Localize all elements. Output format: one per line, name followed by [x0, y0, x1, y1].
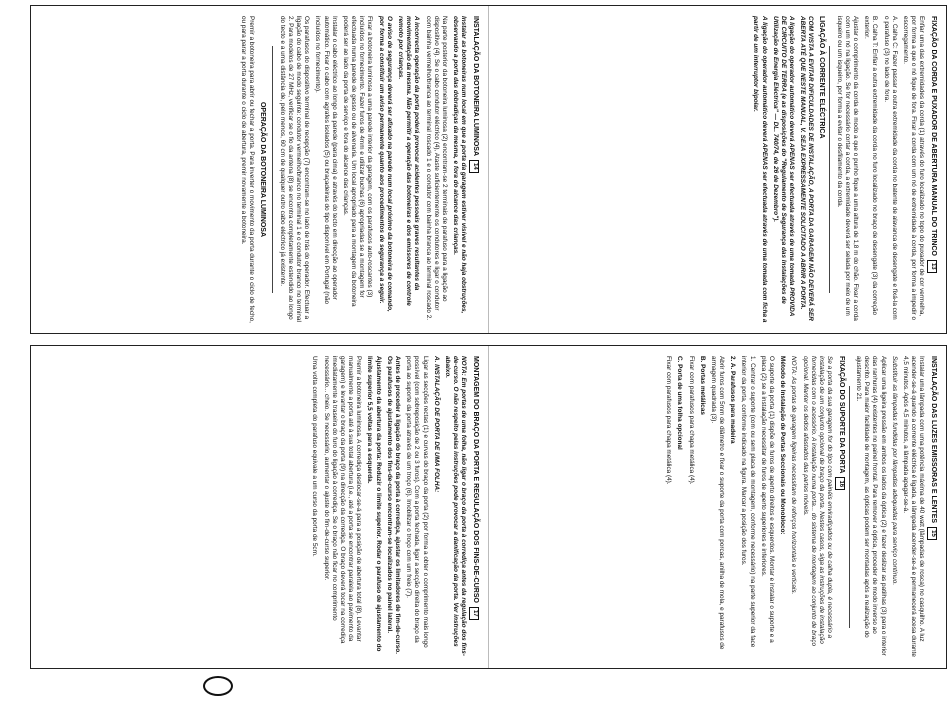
step-number: 17	[469, 607, 479, 620]
divider	[272, 46, 273, 293]
paragraph: Aplicar uma ligeira pressão em ambos os lados da óptica (2) e fazer deslizar as patilhas (3) para o interior das ranhuras (4) existentes no painel frontal. Para remover a óptica, proceder de modo inverso ao descrito. Para maior facilidade de montagem, as ópticas podem ser montadas após a realização do ajustamento 21.	[855, 356, 887, 656]
paragraph: Enfiar uma das extremidades da corda (1) através do furo localizado no topo do puxador de cor vermelha, por forma a que o nó fique de fora. Fixar a corda com um nó de extremidade à corda, por forma a impedir o escorregamento.	[901, 16, 926, 321]
section-title-14: INSTALAÇÃO DA BOTONEIRA LUMINOSA14	[469, 16, 479, 323]
bottom-column-1	[489, 346, 946, 668]
paragraph: C. Porta de uma folha opcional	[676, 356, 684, 450]
paragraph: Os parafusos do dispositivo terminal de recepção (7) encontram-se no lado de trás do operador. Efectuar a ligação do cabo de modo seguinte: condutor vermelho/branco no terminal 1 e o condutor branco no terminal 2. Para modelos de 27 MHz, verificar se o fio da antena (8) se encontra completamente estendido ao longo do tecto e a uma distância de, pelo menos, 60 cm de qualquer outro cabo eléctrico já existente.	[278, 16, 311, 322]
paragraph: A. Calha C: Fazer passar a outra extremidade da corda no batente de alavanca de desengate e fixá-la com o parafuso (3) no lado de fora.	[882, 16, 898, 320]
section-title-16: FIXAÇÃO DO SUPORTE DA PORTA16	[835, 356, 845, 658]
paragraph: NOTA: Em portas de uma folha, não ligar o braço da porta à corrediça antes da regulação dos fins-de-curso. O não respeito pelas instruções pode provocar a danificação da porta. Ver instruções abaixo.	[443, 356, 468, 656]
paragraph: B. Calha T: Enfiar a outra extremidade da corda no furo localizado no braço de desengate (3) da correção exterior.	[863, 16, 879, 316]
paragraph: Abrir furos com 5mm de diâmetro e fixar o suporte da porta com porcas, anilha de mola, e parafusos de armagem quadrada (3).	[709, 356, 726, 650]
paragraph: O suporte da porta (1) dispõe de furos de aperto direitos e esquerdos. Montar e instalar o suporte e a placa (2) se a instalação necessitar de furos de aperto superiores e inferiores.	[759, 356, 776, 643]
paragraph: Premir a botoneira para abrir ou fechar a porta. Para inverter o movimento da porta durante o ciclo de fecho, ou para parar a porta durante o ciclo de abertura, premir novamente a botoneira.	[240, 16, 256, 323]
top-column-2	[31, 6, 489, 333]
paragraph: O aviso de segurança deverá ser afixado na parede num local próximo da botoneira de comando, por forma a constituir um aviso permanente quanto aos procedimentos de segurança a seguir.	[377, 16, 393, 312]
paragraph: A. INSTALAÇÃO DE PORTA DE UMA FOLHA:	[432, 356, 440, 493]
paragraph: Antes de proceder à ligação do braço da porta à corrediça, ajustar os limitadores de fim-de-curso. Os parafusos de ajustamento dos fins-de-curso encontram-se localizados no painel lateral.	[385, 356, 402, 654]
section-title-15: INSTALAÇÃO DAS LUZES EMISSORAS E LENTES15	[927, 356, 937, 658]
top-page-panel	[30, 5, 947, 334]
paragraph: Ajustamento da abertura da porta: Reduzir o limite superior. Rodar o parafuso de ajustamento do limite superior 5,5 voltas para a esquerda.	[366, 356, 382, 652]
divider	[829, 46, 830, 293]
paragraph: Na parte posterior da botoneira luminosa (2) encontram-se 2 terminais de parafuso para a ligação ao dispositivo (4). Se o cabo condutor eléctrico (4), Ataste suficientemente os condutores e ligar o condutor com bainha vermelho/branca ao terminal roscado 1 e o condutor com bainha branca ao terminal roscado 2.	[424, 16, 448, 321]
section-title-electric: LIGAÇÃO À CORRENTE ELÉCTRICA	[818, 16, 826, 139]
paragraph: A ligação do operador automático deverá APENAS ser efectuada através de uma tomada com ficha a partir de um interruptor bipolar.	[752, 16, 768, 323]
paragraph: Ajustar o comprimento da corda de modo a que o punho fique a uma altura de 1,8 m do chão. Fixar a corda com um nó na ligação. Se for necessário cortar a corda, a extremidade deverá ser selada por meio de um isqueiro ou um isqueiro, por forma a evitar o desfilamento da corda.	[835, 16, 860, 321]
paragraph: 2. A. Parafusos para madeira	[729, 356, 737, 444]
paragraph: B. Portas metálicas	[698, 356, 706, 415]
paragraph: Fixar com parafusos para chapa metálica (4).	[687, 356, 695, 485]
paragraph: Instalar uma lâmpada com uma potência máxima de 40 watt (lâmpadas de rosca) no casquilho. A luz acender-se-á quando a corrente eléctrica é ligada, a lâmpada acender-se-á e permanecerá acesa durante 4,5 minutos. Após 4,5 minutos, a lâmpada apagar-se-á.	[901, 356, 926, 657]
paragraph: 1. Centrar o suporte (com ou sem placa de montagem, conforme necessário) na parte superior da face interior da porta, conforme indicado na figura. Marcar a posição dos furos.	[740, 356, 756, 648]
step-number: 16	[835, 477, 845, 490]
section-title-13: FIXAÇÃO DA CORDA E PUXADOR DE ABERTURA MANUAL DO TRINCO13	[927, 16, 937, 323]
divider	[849, 386, 850, 628]
bottom-page-panel	[30, 345, 947, 669]
paragraph: Instalar as botoneiras num local em que a porta da garagem estiver visível e não haja obstruções, observando a porta das dobradiças da mesma, e fora do alcance das crianças.	[452, 16, 468, 314]
paragraph: Fixar a botoneira luminosa a uma parede interior da garagem, com os parafusos auto-roscantes (3) incluídos no fornecimento. Fazer furos de 4mm e utilizar buchas (6) apropriadas se a montagem for efectuada numa parede de gesso ou de alvenaria. Um local apropriado para a montagem da botoneira poderá ser ao lado da porta de serviço e fora do alcance das crianças.	[341, 16, 374, 307]
bottom-column-2	[31, 346, 489, 668]
paragraph: A incorrecta operação da porta poderá provocar acidentes pessoais graves resultantes da movimentação da mesma. Não permitir a operação das botoneiras e dos emissores de controle remoto por crianças.	[397, 16, 421, 306]
paragraph: Fixar com parafusos para chapa metálica (4).	[665, 356, 673, 485]
step-number: 14	[469, 160, 479, 173]
step-number: 15	[927, 527, 937, 540]
page-footer-oval	[203, 676, 233, 696]
paragraph: Uma volta completa do parafuso equivale a um curso da porta de 5cm.	[311, 356, 319, 557]
paragraph: Método de Instalação de Portas Seccionais ou Monobloco:	[779, 356, 787, 535]
paragraph: Instalar o cabo eléctrico ao longo da parede (para cima) e através do tecto em direcção ao operador automático. Fixar o cabo com agrafes isolados (5) ou braçadeiras do tipo disponível em Portugal (não incluídos no fornecimento).	[314, 16, 338, 305]
paragraph: Se a porta da sua garagem for do tipo com painéis enviradiçados ou de calha dupla, é necessário a instalação de um conjunto opcional de braço da porta. Nestes casos, siga as instruções de instalação fornecidas com o acessório. A instalação numa porta... do sistema de montagem ao conjunto de braço opcional. Manter os dedos afastados das partes móveis.	[801, 356, 834, 647]
paragraph: A ligação do operador automático deverá APENAS ser efectuada através de uma tomada PROVIDA DE CIRCUITO DE TERRA (e as disposições do "Regulamento de Segurança das Instalações de Utilização de Energia Eléctrica" — DL. 740/74, de 26 de Dezembro").	[771, 16, 796, 317]
step-number: 13	[927, 260, 937, 273]
section-title-17: MONTAGEM DO BRAÇO DA PORTA E REGULAÇÃO DOS FINS-DE-CURSO17	[469, 356, 479, 658]
paragraph: Ligar as secções rectas (1) e curvas do braço da porta (2) por forma a obter o comprimento mais longo possível (com sobreposição de 2 ou 3 furos). Com a porta fechada, ligar a secção direita do braço da porta ao suporte da porta através de um troço (6). Imobilizar o troço com um freio (7).	[405, 356, 429, 648]
paragraph: Premir a botoneira luminosa. A corrediça deslocar-se-á para a posição de abertura total (8). Levantar manualmente a porta até à sua total abertura (i.e., até a porta se encontrar paralela ao pavimento da garagem) e levantar o braço da porta (9) na direcção da corrediça. O braço deverá tocar na corrediça imediatamente à traseira do furo do ligação à corrediça. Se o braço não ficar no comprimento necessário... cheio. Se necessário, aumentar o ajuste do fim-de-curso superior.	[322, 356, 363, 644]
section-title-operation: OPERAÇÃO DA BOTONEIRA LUMINOSA	[259, 101, 267, 238]
paragraph: NOTA: As portas de garagem ligeiras necessitam de reforços horizontais e verticais.	[790, 356, 798, 595]
paragraph: COM VISTA A EVITAR DIFICULDADES DE INSTALAÇÃO, A PORTA DA GARAGEM NÃO DEVERÁ SER ABERTA ATÉ QUE NESTE MANUAL, V. SEJA EXPRESSAMENTE SOLICITADO A ABRIR A PORTA.	[799, 16, 815, 321]
top-column-1	[489, 6, 946, 333]
paragraph: Substituir as lâmpadas fundidas por lâmpadas adequadas para serviço contínuo.	[890, 356, 898, 586]
